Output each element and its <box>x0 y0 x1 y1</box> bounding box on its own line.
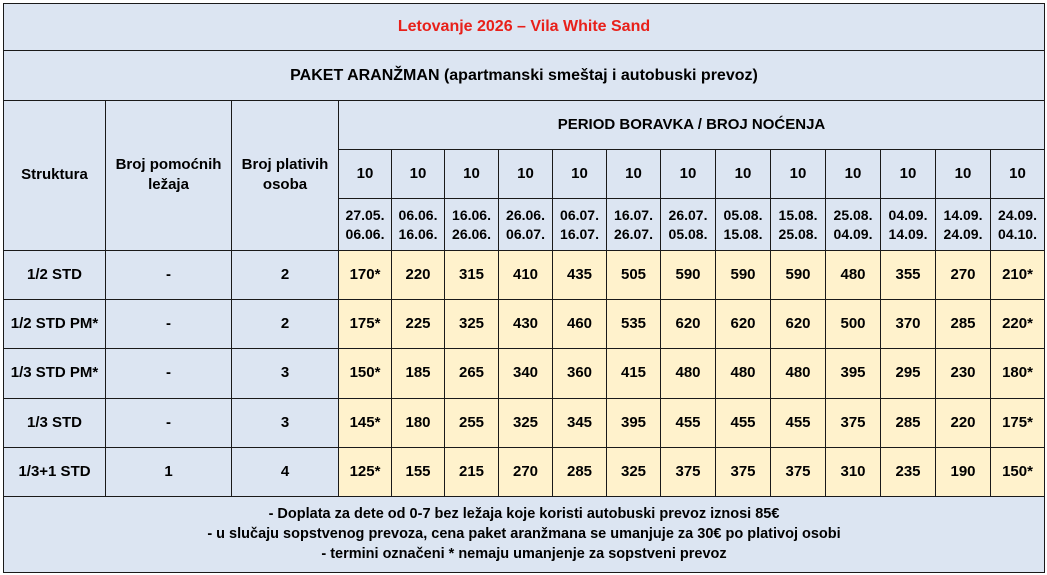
period-dates <box>716 199 771 250</box>
period-dates <box>553 199 607 250</box>
period-date-from: 04.09. <box>888 206 928 223</box>
price-cell: 590 <box>661 250 716 299</box>
period-date-from: 05.08. <box>723 206 763 223</box>
price-cell: 620 <box>661 300 716 349</box>
price-cell: 370 <box>881 300 936 349</box>
price-cell: 325 <box>499 398 553 447</box>
period-nights: 10 <box>771 150 826 199</box>
period-dates <box>826 199 881 250</box>
row-extra-beds: - <box>106 349 232 398</box>
price-cell: 375 <box>826 398 881 447</box>
period-nights: 10 <box>661 150 716 199</box>
price-cell: 170* <box>339 250 392 299</box>
package-subtitle: PAKET ARANŽMAN (apartmanski smeštaj i autobuski prevoz) <box>4 51 1045 100</box>
period-nights: 10 <box>716 150 771 199</box>
period-date-to: 25.08. <box>778 225 818 242</box>
period-nights: 10 <box>607 150 661 199</box>
price-cell: 315 <box>445 250 499 299</box>
price-cell: 230 <box>936 349 991 398</box>
price-cell: 150* <box>339 349 392 398</box>
row-paying-persons: 3 <box>232 398 339 447</box>
period-nights: 10 <box>881 150 936 199</box>
price-cell: 375 <box>716 448 771 497</box>
row-extra-beds: - <box>106 300 232 349</box>
period-date-from: 16.07. <box>614 206 653 223</box>
period-date-to: 15.08. <box>723 225 763 242</box>
table-title: Letovanje 2026 – Vila White Sand <box>4 4 1045 51</box>
price-cell: 155 <box>392 448 445 497</box>
period-date-from: 14.09. <box>943 206 983 223</box>
price-cell: 215 <box>445 448 499 497</box>
period-dates <box>661 199 716 250</box>
period-nights: 10 <box>445 150 499 199</box>
price-cell: 395 <box>607 398 661 447</box>
price-cell: 375 <box>661 448 716 497</box>
price-cell: 310 <box>826 448 881 497</box>
period-dates <box>771 199 826 250</box>
price-cell: 360 <box>553 349 607 398</box>
period-date-from: 16.06. <box>452 206 491 223</box>
price-cell: 270 <box>936 250 991 299</box>
period-date-to: 14.09. <box>888 225 928 242</box>
price-cell: 375 <box>771 448 826 497</box>
period-date-from: 24.09. <box>998 206 1037 223</box>
price-cell: 270 <box>499 448 553 497</box>
row-structure: 1/3+1 STD <box>4 448 106 497</box>
price-cell: 210* <box>991 250 1045 299</box>
row-paying-persons: 2 <box>232 250 339 299</box>
table-row <box>4 300 1045 349</box>
period-nights: 10 <box>936 150 991 199</box>
price-cell: 190 <box>936 448 991 497</box>
period-date-to: 24.09. <box>943 225 983 242</box>
period-dates <box>339 199 392 250</box>
period-date-to: 26.07. <box>614 225 653 242</box>
note-asterisk-terms: - termini označeni * nemaju umanjenje za sopstveni prevoz <box>321 545 727 562</box>
header-period: PERIOD BORAVKA / BROJ NOĆENJA <box>339 100 1045 149</box>
price-cell: 225 <box>392 300 445 349</box>
price-cell: 480 <box>771 349 826 398</box>
price-cell: 180 <box>392 398 445 447</box>
row-structure: 1/3 STD PM* <box>4 349 106 398</box>
period-date-from: 27.05. <box>345 206 385 223</box>
period-date-to: 16.07. <box>560 225 599 242</box>
table-row <box>4 448 1045 497</box>
price-cell: 180* <box>991 349 1045 398</box>
period-date-to: 06.07. <box>506 225 545 242</box>
period-date-to: 26.06. <box>452 225 491 242</box>
row-paying-persons: 2 <box>232 300 339 349</box>
period-nights: 10 <box>499 150 553 199</box>
period-date-from: 25.08. <box>833 206 873 223</box>
price-cell: 505 <box>607 250 661 299</box>
row-paying-persons: 4 <box>232 448 339 497</box>
price-cell: 175* <box>339 300 392 349</box>
price-table <box>3 3 1045 573</box>
price-cell: 295 <box>881 349 936 398</box>
period-nights: 10 <box>339 150 392 199</box>
price-cell: 535 <box>607 300 661 349</box>
row-extra-beds: 1 <box>106 448 232 497</box>
period-date-from: 26.07. <box>668 206 708 223</box>
period-dates <box>392 199 445 250</box>
period-dates <box>881 199 936 250</box>
price-cell: 285 <box>881 398 936 447</box>
period-nights: 10 <box>991 150 1045 199</box>
period-dates <box>445 199 499 250</box>
notes <box>4 497 1045 573</box>
price-rows <box>4 250 1045 497</box>
price-cell: 410 <box>499 250 553 299</box>
price-cell: 145* <box>339 398 392 447</box>
price-cell: 265 <box>445 349 499 398</box>
price-cell: 415 <box>607 349 661 398</box>
row-structure: 1/2 STD PM* <box>4 300 106 349</box>
period-date-to: 06.06. <box>345 225 385 242</box>
period-date-from: 26.06. <box>506 206 545 223</box>
period-date-to: 16.06. <box>398 225 438 242</box>
price-cell: 235 <box>881 448 936 497</box>
price-cell: 480 <box>826 250 881 299</box>
price-cell: 255 <box>445 398 499 447</box>
row-structure: 1/2 STD <box>4 250 106 299</box>
period-date-from: 15.08. <box>778 206 818 223</box>
price-cell: 340 <box>499 349 553 398</box>
period-dates <box>936 199 991 250</box>
price-cell: 430 <box>499 300 553 349</box>
header-structure: Struktura <box>4 100 106 250</box>
price-cell: 620 <box>716 300 771 349</box>
period-dates <box>607 199 661 250</box>
period-date-to: 04.10. <box>998 225 1037 242</box>
period-nights: 10 <box>392 150 445 199</box>
price-cell: 325 <box>445 300 499 349</box>
price-cell: 460 <box>553 300 607 349</box>
price-cell: 355 <box>881 250 936 299</box>
note-own-transport: - u slučaju sopstvenog prevoza, cena paket aranžmana se umanjuje za 30€ po plativoj osobi <box>207 525 841 542</box>
price-cell: 220* <box>991 300 1045 349</box>
table-row <box>4 250 1045 299</box>
price-cell: 590 <box>716 250 771 299</box>
price-cell: 175* <box>991 398 1045 447</box>
period-nights: 10 <box>553 150 607 199</box>
price-cell: 345 <box>553 398 607 447</box>
price-cell: 220 <box>936 398 991 447</box>
price-cell: 185 <box>392 349 445 398</box>
period-date-to: 05.08. <box>668 225 708 242</box>
period-nights: 10 <box>826 150 881 199</box>
price-cell: 125* <box>339 448 392 497</box>
row-extra-beds: - <box>106 398 232 447</box>
price-cell: 395 <box>826 349 881 398</box>
price-cell: 455 <box>716 398 771 447</box>
price-cell: 150* <box>991 448 1045 497</box>
period-date-from: 06.06. <box>398 206 438 223</box>
period-dates <box>991 199 1045 250</box>
note-child-supplement: - Doplata za dete od 0-7 bez ležaja koje koristi autobuski prevoz iznosi 85€ <box>268 506 780 523</box>
price-cell: 455 <box>661 398 716 447</box>
price-cell: 220 <box>392 250 445 299</box>
period-date-to: 04.09. <box>833 225 873 242</box>
row-extra-beds: - <box>106 250 232 299</box>
price-cell: 285 <box>553 448 607 497</box>
price-cell: 480 <box>661 349 716 398</box>
price-cell: 455 <box>771 398 826 447</box>
header-extra-beds: Broj pomoćnih ležaja <box>106 100 232 250</box>
price-cell: 620 <box>771 300 826 349</box>
period-date-from: 06.07. <box>560 206 599 223</box>
table-row <box>4 349 1045 398</box>
row-structure: 1/3 STD <box>4 398 106 447</box>
row-paying-persons: 3 <box>232 349 339 398</box>
table-row <box>4 398 1045 447</box>
price-cell: 590 <box>771 250 826 299</box>
period-dates <box>499 199 553 250</box>
price-cell: 435 <box>553 250 607 299</box>
price-cell: 325 <box>607 448 661 497</box>
header-paying-persons: Broj plativih osoba <box>232 100 339 250</box>
price-cell: 480 <box>716 349 771 398</box>
price-cell: 285 <box>936 300 991 349</box>
price-cell: 500 <box>826 300 881 349</box>
